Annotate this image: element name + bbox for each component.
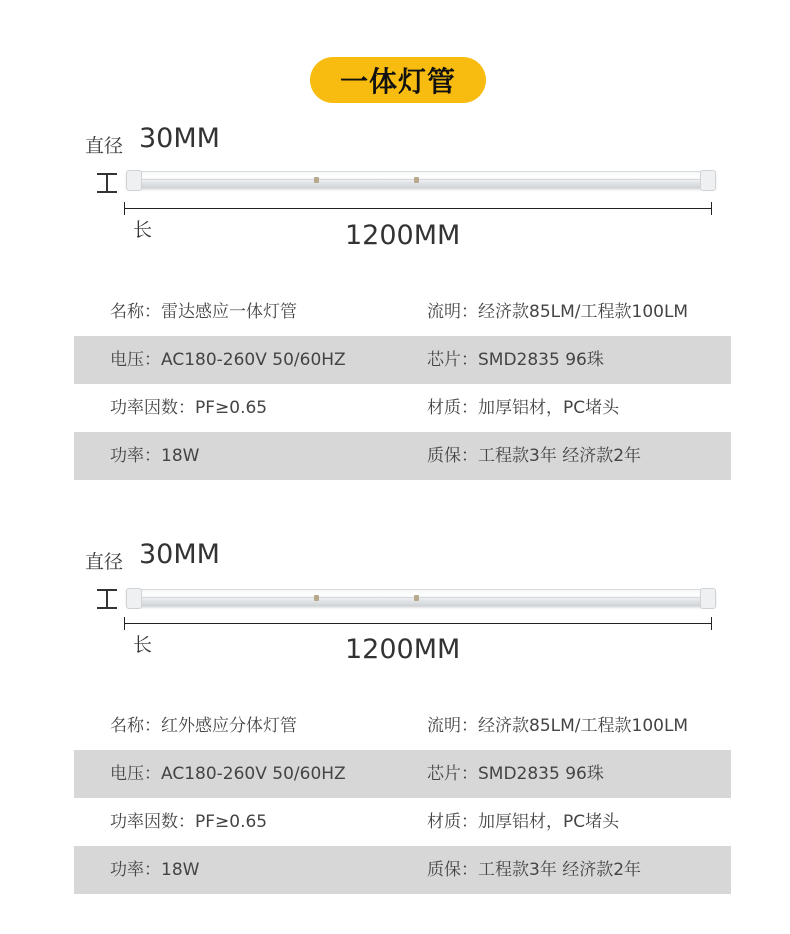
spec-warranty: 质保：工程款3年 经济款2年 (427, 860, 642, 880)
diameter-value: 30MM (139, 539, 220, 570)
spec-voltage: 电压：AC180-260V 50/60HZ (110, 350, 346, 370)
length-label: 长 (133, 634, 153, 656)
title-badge (310, 57, 486, 103)
tube-image (126, 171, 716, 189)
length-value: 1200MM (345, 220, 461, 251)
spec-power: 功率：18W (110, 860, 200, 880)
spec-lumen: 流明：经济款85LM/工程款100LM (427, 716, 689, 736)
spec-row (74, 288, 731, 336)
diameter-bracket-icon (97, 173, 117, 193)
length-dimension-line (124, 208, 712, 209)
spec-name: 名称：雷达感应一体灯管 (110, 302, 297, 322)
spec-material: 材质：加厚铝材，PC堵头 (427, 812, 620, 832)
spec-name: 名称：红外感应分体灯管 (110, 716, 297, 736)
spec-table (74, 288, 731, 480)
spec-row (74, 750, 731, 798)
spec-row (74, 798, 731, 846)
spec-power: 功率：18W (110, 446, 200, 466)
spec-row (74, 384, 731, 432)
page-title: 一体灯管 (339, 65, 456, 98)
spec-warranty: 质保：工程款3年 经济款2年 (427, 446, 642, 466)
length-tick-right (711, 617, 712, 630)
diameter-value: 30MM (139, 123, 220, 154)
spec-material: 材质：加厚铝材，PC堵头 (427, 398, 620, 418)
diameter-label: 直径 (85, 551, 124, 573)
spec-row (74, 336, 731, 384)
spec-row (74, 702, 731, 750)
spec-row (74, 846, 731, 894)
length-label: 长 (133, 219, 153, 241)
length-dimension-line (124, 623, 712, 624)
diameter-bracket-icon (97, 589, 117, 609)
spec-lumen: 流明：经济款85LM/工程款100LM (427, 302, 689, 322)
spec-table (74, 702, 731, 894)
length-tick-right (711, 202, 712, 215)
spec-voltage: 电压：AC180-260V 50/60HZ (110, 764, 346, 784)
spec-chip: 芯片：SMD2835 96珠 (427, 350, 604, 370)
diameter-label: 直径 (85, 135, 124, 157)
spec-chip: 芯片：SMD2835 96珠 (427, 764, 604, 784)
spec-row (74, 432, 731, 480)
spec-power-factor: 功率因数：PF≥0.65 (110, 398, 268, 418)
spec-power-factor: 功率因数：PF≥0.65 (110, 812, 268, 832)
tube-image (126, 589, 716, 607)
length-value: 1200MM (345, 634, 461, 665)
